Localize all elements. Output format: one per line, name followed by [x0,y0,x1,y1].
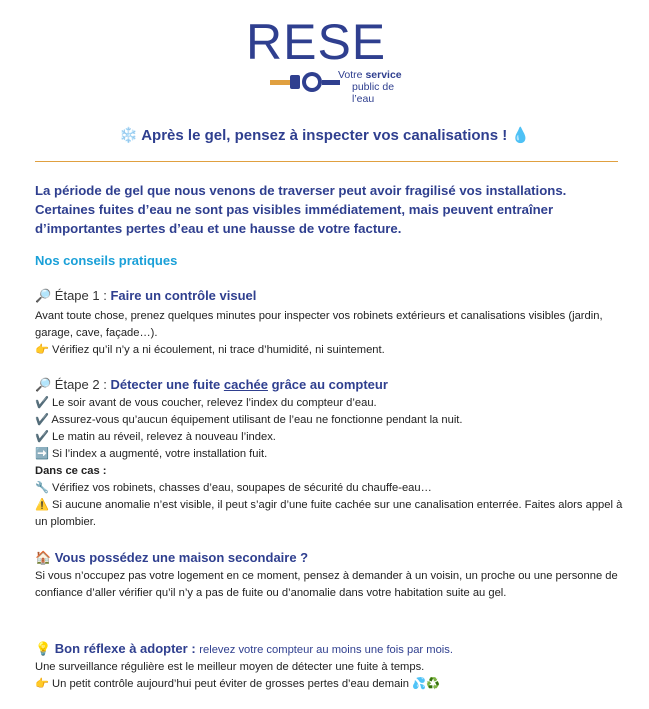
conseils-title: Nos conseils pratiques [35,253,178,268]
reflexe-line-1: Une surveillance régulière est le meilleur moyen de détecter une fuite à temps. [35,661,425,673]
step1-text: Avant toute chose, prenez quelques minutes pour inspecter vos robinets extérieurs et canalisations visibles (jardin, garage, cave, façade…). [35,310,603,339]
step1-heading: 🔎 Étape 1 : Faire un contrôle visuel [35,288,257,303]
logo-tagline: Votre service public de l’eau [338,69,402,105]
maison-heading: 🏠 Vous possédez une maison secondaire ? [35,550,309,565]
maison-section [35,549,625,602]
step1-tip: 👉 Vérifiez qu’il n’y a ni écoulement, ni trace d’humidité, ni suintement. [35,344,385,356]
headline: ❄️ Après le gel, pensez à inspecter vos canalisations ! 💧 [118,127,531,144]
step2-line-3: ✔️ Le matin au réveil, relevez à nouveau l’index. [35,431,276,443]
step2-line-5: 🔧 Vérifiez vos robinets, chasses d’eau, soupapes de sécurité du chauffe-eau… [35,482,432,494]
step2-line-1: ✔️ Le soir avant de vous coucher, relevez l’index du compteur d’eau. [35,397,377,409]
maison-text: Si vous n’occupez pas votre logement en ce moment, pensez à demander à un voisin, un proche ou une personne de confiance d’aller vérifier qu’il n’y a pas de fuite ou d’anomalie dans votre habitation suite au gel. [35,570,618,599]
reflexe-line-2: 👉 Un petit contrôle aujourd’hui peut éviter de grosses pertes d’eau demain 💦♻️ [35,678,440,690]
rese-logo [246,14,416,105]
pipe-meter-icon [270,70,340,94]
step2-heading: 🔎 Étape 2 : Détecter une fuite cachée grâce au compteur [35,377,388,392]
step2-line-4: ➡️ Si l’index a augmenté, votre installation fuit. [35,448,268,460]
step1-section [35,287,625,359]
reflexe-section [35,640,625,693]
dans-ce-cas: Dans ce cas : [35,465,107,477]
step2-line-6: ⚠️ Si aucune anomalie n’est visible, il peut s’agir d’une fuite cachée sur une canalisation enterrée. Faites alors appel à un plombier. [35,499,623,528]
logo-wordmark: RESE [246,14,387,70]
intro-paragraph: La période de gel que nous venons de traverser peut avoir fragilisé vos installations. Certaines fuites d’eau ne sont pas visibles immédiatement, mais peuvent entraîner d’importantes pertes d’eau et une hausse de votre facture. [35,183,567,236]
step2-section [35,376,625,531]
step2-line-2: ✔️ Assurez-vous qu’aucun équipement utilisant de l’eau ne fonctionne pendant la nuit. [35,414,463,426]
divider [35,161,618,162]
reflexe-heading: 💡 Bon réflexe à adopter : relevez votre compteur au moins une fois par mois. [35,641,453,656]
